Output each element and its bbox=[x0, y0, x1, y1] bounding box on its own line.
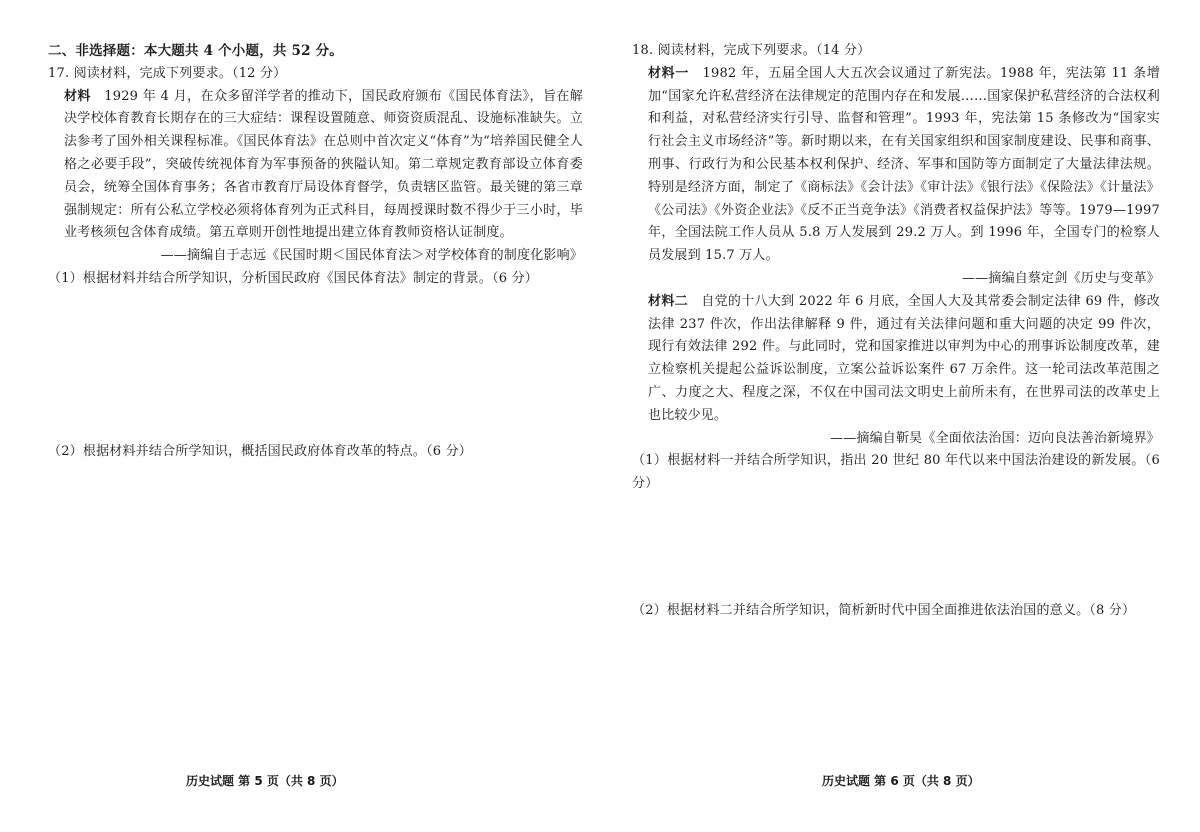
page-6 bbox=[632, 40, 1160, 623]
question-18-sub-1: （1）根据材料一并结合所学知识，指出 20 世纪 80 年代以来中国法治建设的新发展。（6 分） bbox=[632, 453, 1160, 492]
material-1-text: 1982 年，五届全国人大五次会议通过了新宪法。1988 年，宪法第 11 条增加“国家允许私营经济在法律规定的范围内存在和发展……国家保护私营经济的合法权利和利益，对私营经济实行引导、监督和管理”。1993 年，宪法第 15 条修改为“国家实行社会主义市场经济”等。新时期以来，在有关国家组织和国家制度建设、民事和商事、刑事、行政行为和公民基本权利保护、经济、军事和国防等方面制定了大量法律法规。特别是经济方面，制定了《商标法》《会计法》《审计法》《银行法》《保险法》《计量法》《公司法》《外资企业法》《反不正当竞争法》《消费者权益保护法》等等。1979—1997 年，全国法院工作人员从 5.8 万人发展到 29.2 万人。到 1996 年，全国专门的检察人员发展到 15.7 万人。 bbox=[648, 65, 1160, 264]
question-18-sub-2: （2）根据材料二并结合所学知识，简析新时代中国全面推进依法治国的意义。（8 分） bbox=[632, 602, 1136, 618]
answer-space bbox=[48, 291, 583, 441]
question-18-source-2: ——摘编自靳昊《全面依法治国：迈向良法善治新境界》 bbox=[829, 430, 1160, 446]
material-text: 1929 年 4 月，在众多留洋学者的推动下，国民政府颁布《国民体育法》，旨在解决学校体育教育长期存在的三大症结：课程设置随意、师资资质混乱、设施标准缺失。立法参考了国外相关课程标准。《国民体育法》在总则中首次定义“体育”为“培养国民健全人格之必要手段”，突破传统视体育为军事预备的狭隘认知。第二章规定教育部设立体育委员会，统筹全国体育事务；各省市教育厅局设体育督学，负责辖区监管。最关键的第三章强制规定：所有公私立学校必须将体育列为正式科目，每周授课时数不得少于三小时，毕业考核须包含体育成绩。第五章则开创性地提出建立体育教师资格认证制度。 bbox=[64, 88, 583, 241]
question-17-sub-2: （2）根据材料并结合所学知识，概括国民政府体育改革的特点。（6 分） bbox=[48, 443, 472, 459]
material-2-label: 材料二 bbox=[648, 293, 688, 309]
answer-space bbox=[632, 496, 1160, 600]
question-17-sub-1: （1）根据材料并结合所学知识，分析国民政府《国民体育法》制定的背景。（6 分） bbox=[48, 270, 538, 286]
question-17-source: ——摘编自于志远《民国时期＜国民体育法＞对学校体育的制度化影响》 bbox=[160, 248, 583, 264]
question-18-material-1 bbox=[632, 63, 1160, 268]
page-footer-left: 历史试题 第 5 页（共 8 页） bbox=[186, 774, 344, 788]
material-1-label: 材料一 bbox=[648, 65, 689, 81]
question-18-source-1: ——摘编自蔡定剑《历史与变革》 bbox=[961, 270, 1160, 286]
question-17-material bbox=[48, 86, 583, 246]
question-17-stem: 17. 阅读材料，完成下列要求。（12 分） bbox=[48, 65, 287, 81]
section-heading: 二、非选择题：本大题共 4 个小题，共 52 分。 bbox=[48, 43, 343, 59]
material-2-text: 自党的十八大到 2022 年 6 月底，全国人大及其常委会制定法律 69 件，修改法律 237 件次，作出法律解释 9 件，通过有关法律问题和重大问题的决定 99 件次，现行有效法律 292 件。与此同时，党和国家推进以审判为中心的刑事诉讼制度改革，建立检察机关提起公益诉讼制度，立案公益诉讼案件 67 万余件。这一轮司法改革范围之广、力度之大、程度之深，不仅在中国司法文明史上前所未有，在世界司法的改革史上也比较少见。 bbox=[648, 293, 1160, 423]
page-5 bbox=[48, 40, 583, 464]
page-footer-right: 历史试题 第 6 页（共 8 页） bbox=[822, 774, 980, 788]
question-18-material-2 bbox=[632, 291, 1160, 428]
question-18-stem: 18. 阅读材料，完成下列要求。（14 分） bbox=[632, 43, 871, 58]
material-label: 材料 bbox=[64, 88, 91, 104]
